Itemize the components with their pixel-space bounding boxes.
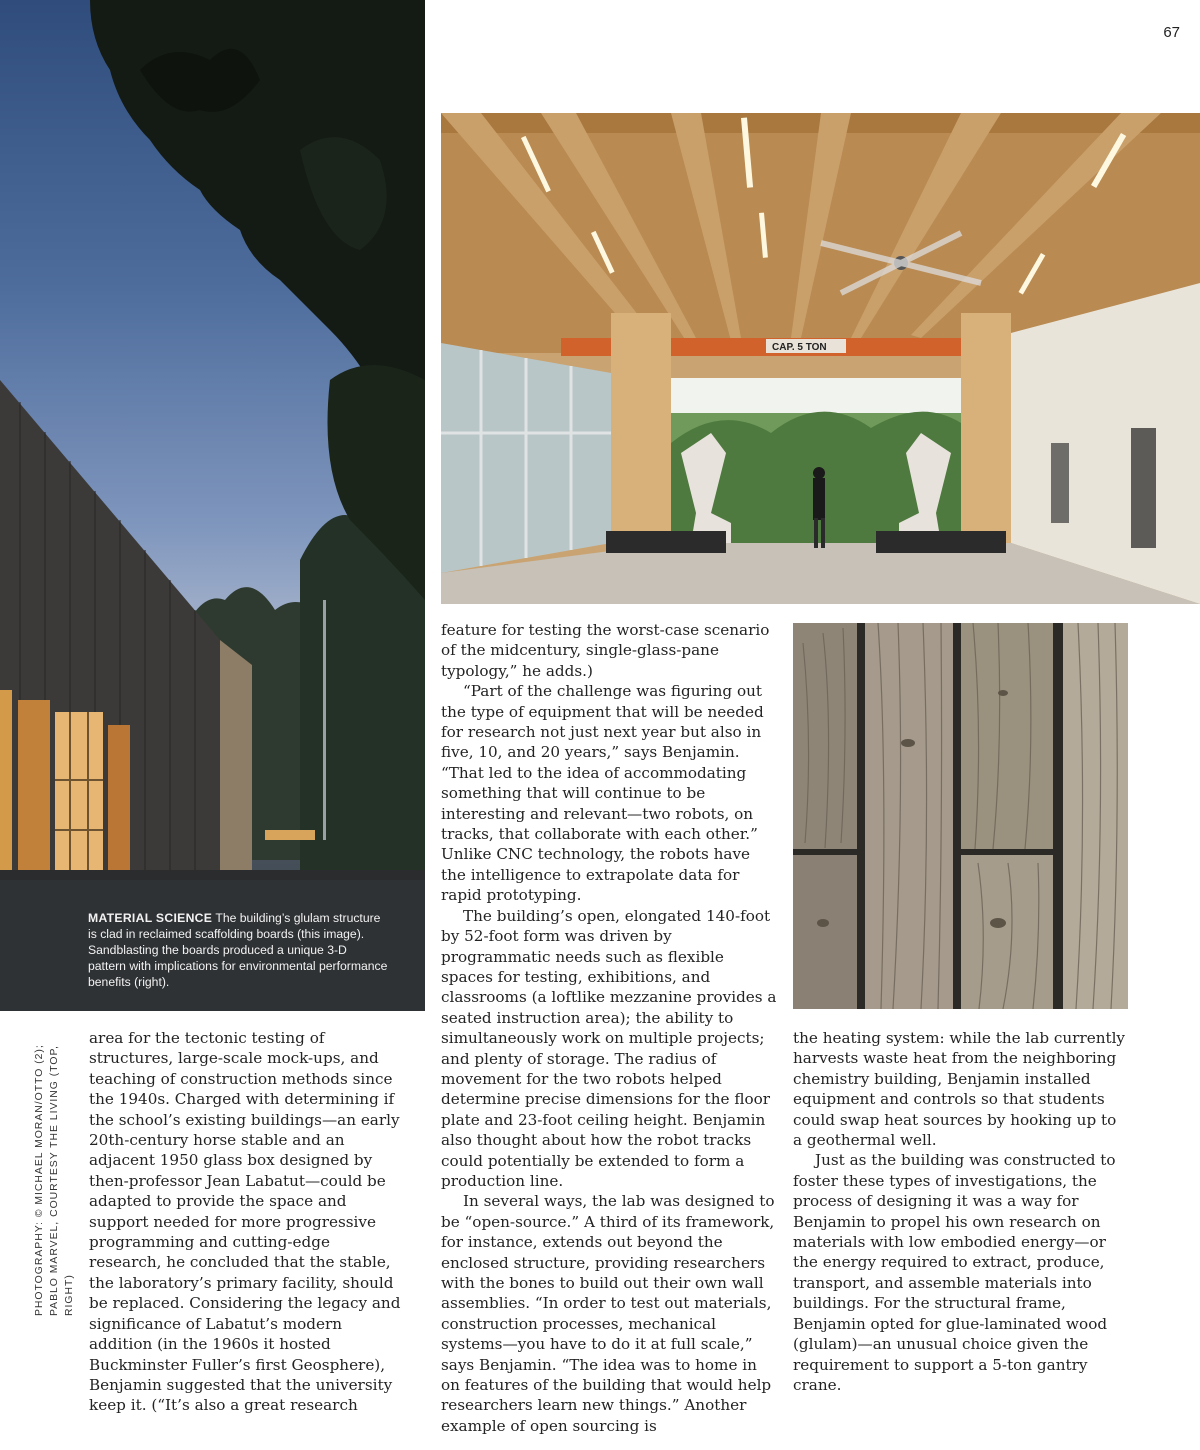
exterior-photo <box>0 0 425 1011</box>
paragraph: the heating system: while the lab currently harvests waste heat from the neighboring chemistry building, Benjamin installed equipment and controls so that students could swap heat sources by hooking up to a geothermal well. <box>793 1029 1126 1150</box>
text-column-1 <box>89 1028 407 1416</box>
text-column-2 <box>441 620 779 1436</box>
caption-title: MATERIAL SCIENCE <box>88 911 213 925</box>
paragraph: Just as the building was constructed to foster these types of investigations, the process of designing it was a way for Benjamin to propel his own research on materials with low embodied energy—or the energy required to extract, produce, transport, and assemble materials into buildings. For the structural frame, Benjamin opted for glue-laminated wood (glulam)—an unusual choice given the requirement to support a 5-ton gantry crane. <box>793 1151 1116 1394</box>
text-column-3 <box>793 1028 1129 1395</box>
paragraph: “Part of the challenge was figuring out the type of equipment that will be needed for research not just next year but also in five, 10, and 20 years,” says Benjamin. “That led to the idea of accommodating something that will continue to be interesting and relevant—two robots, on tracks, that collaborate with each other.” Unlike CNC technology, the robots have the intelligence to extrapolate data for rapid prototyping. <box>441 682 764 905</box>
paragraph: The building’s open, elongated 140-foot by 52-foot form was driven by programmatic needs such as flexible spaces for testing, exhibitions, and classrooms (a loftlike mezzanine provides a seated instruction area); the ability to simultaneously work on multiple projects; and plenty of storage. The radius of movement for the two robots helped determine precise dimensions for the floor plate and 23-foot ceiling height. Benjamin also thought about how the robot tracks could potentially be extended to form a production line. <box>441 906 777 1190</box>
page-number: 67 <box>1163 24 1180 41</box>
paragraph: feature for testing the worst-case scenario of the midcentury, single-glass-pane typology,” he adds.) <box>441 621 770 680</box>
photo-caption <box>88 910 388 990</box>
photo-credit: PHOTOGRAPHY: © MICHAEL MORAN/OTTO (2); PABLO MARVEL, COURTESY THE LIVING (TOP, RIGHT) <box>34 1044 75 1316</box>
caption-text: The building’s glulam structure is clad in reclaimed scaffolding boards (this image). Sandblasting the boards produced a unique 3-D pattern with implications for environmental performance benefits (right). <box>88 911 388 989</box>
paragraph: In several ways, the lab was designed to be “open-source.” A third of its framework, for instance, extends out beyond the enclosed structure, providing researchers with the bones to build out their own wall assemblies. “In order to test out materials, construction processes, mechanical systems—you have to do it at full scale,” says Benjamin. “The idea was to home in on features of the building that would help researchers learn new things.” Another example of open sourcing is <box>441 1192 775 1435</box>
wood-texture-photo <box>793 623 1128 1009</box>
crane-capacity-label: CAP. 5 TON <box>772 342 827 353</box>
interior-photo <box>441 113 1200 604</box>
paragraph: area for the tectonic testing of structures, large-scale mock-ups, and teaching of construction methods since the 1940s. Charged with determining if the school’s existing buildings—an early 20th-century horse stable and an adjacent 1950 glass box designed by then-professor Jean Labatut—could be adapted to provide the space and support needed for more progressive programming and cutting-edge research, he concluded that the stable, the laboratory’s primary facility, should be replaced. Considering the legacy and significance of Labatut’s modern addition (in the 1960s it hosted Buckminster Fuller’s first Geosphere), Benjamin suggested that the university keep it. (“It’s also a great research <box>89 1029 401 1415</box>
